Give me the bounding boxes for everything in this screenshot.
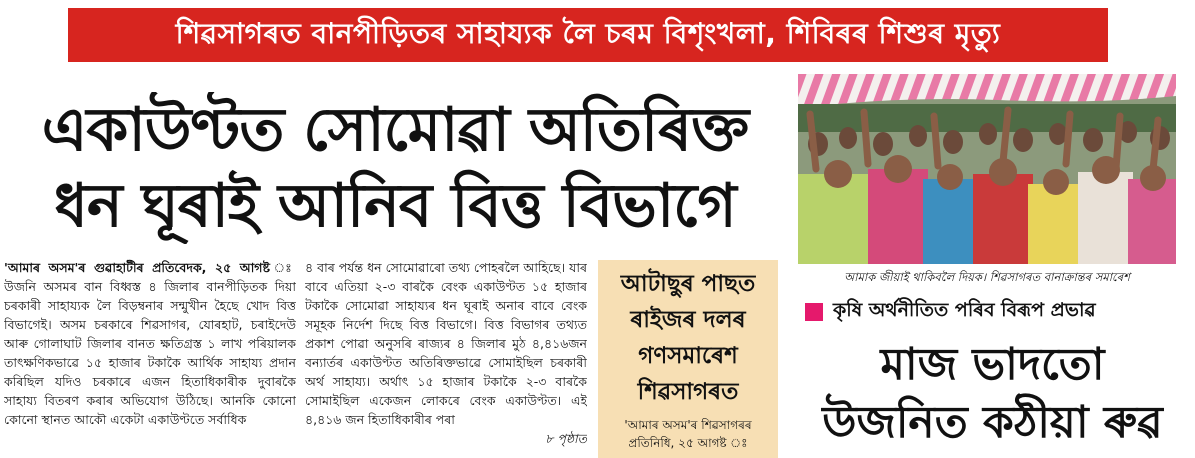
article-byline: 'আমাৰ অসম'ৰ গুৱাহাটীৰ প্ৰতিবেদক, ২৫ আগষ্ট	[4, 260, 270, 275]
second-story-headline	[790, 336, 1195, 458]
kicker-text: কৃষি অৰ্থনীতিত পৰিব বিৰূপ প্ৰভাৱ	[833, 299, 1096, 321]
second-headline-line-2: উজনিত কঠীয়া ৰুৱ	[822, 397, 1163, 448]
article-column-2-text: ৪ বাৰ পৰ্যন্ত ধন সোমোৱাৰো তথ্য পোহৰলৈ আহিছে। যাৰ বাবে এতিয়া ২-৩ বাৰকৈ বেংক একাউণ্টত ১৫ হাজাৰ টকাকৈ সোমোৱা সাহায্যৰ ধন ঘূৰাই অনাৰ বাবে বেংক সমূহক নিৰ্দেশ দিছে বিত্ত বিভাগে। বিত্ত বিভাগৰ তথ্যত প্ৰকাশ পোৱা অনুসৰি ৰাজ্যৰ ৪ জিলাৰ মুঠ ৪,৪১৬জন বন্যাৰ্তৰ একাউণ্টত অতিৰিক্তভাৱে সোমাইছিল চৰকাৰী অৰ্থ সাহায্য। অৰ্থাৎ ১৫ হাজাৰ টকাকৈ ২-৩ বাৰকৈ সোমাইছিল একেজন লোকৰে বেংক একাউণ্টত। এই ৪,৪১৬ জন হিতাধিকাৰীৰ পৰা	[305, 260, 587, 427]
side-story-title-line-1: আটাছুৰ পাছত	[620, 271, 756, 297]
rally-photo-illustration	[798, 74, 1176, 264]
top-banner	[68, 8, 1108, 62]
side-story-box	[598, 260, 778, 458]
rally-photo	[798, 74, 1176, 264]
main-headline-line-2: ধন ঘূৰাই আনিব বিত্ত বিভাগে	[54, 171, 736, 241]
second-story-kicker	[805, 298, 1185, 326]
article-column-1-text: উজনি অসমৰ বান বিধ্বস্ত ৪ জিলাৰ বানপীড়িতক দিয়া চৰকাৰী সাহায্যক লৈ বিড়ম্বনাৰ সন্মুখীন হৈছে খোদ বিত্ত বিভাগেই। অসম চৰকাৰে শিৱসাগৰ, যোৰহাট, চৰাইদেউ আৰু গোলাঘাট জিলাৰ বানত ক্ষতিগ্ৰস্ত ১ লাখ পৰিয়ালক তাৎক্ষণিকভাৱে ১৫ হাজাৰ টকাকৈ আৰ্থিক সাহায্য প্ৰদান কৰিছিল যদিও চৰকাৰে এজন হিতাধিকাৰীক দুবাৰকৈ সাহায্য বিতৰণ কৰাৰ অভিযোগ উঠিছে। আনকি কোনো কোনো স্থানত আকৌ একেটা একাউণ্টতে সৰ্বাধিক	[4, 279, 296, 427]
article-column-2	[305, 258, 587, 458]
main-headline	[0, 92, 790, 244]
side-story-byline: 'আমাৰ অসম'ৰ শিৱসাগৰৰ প্ৰতিনিধি, ২৫ আগষ্ট ঃ	[624, 418, 752, 450]
continued-on-page: ৮ পৃষ্ঠাত	[545, 431, 587, 446]
article-column-1	[4, 258, 296, 458]
side-story-title-line-4: শিৱসাগৰত	[637, 379, 739, 405]
side-story-title-line-2: ৰাইজৰ দলৰ	[630, 307, 746, 333]
kicker-square-bullet	[805, 303, 823, 321]
photo-caption: আমাক জীয়াই থাকিবলৈ দিয়ক। শিৱসাগৰত বানাক্ৰান্তৰ সমাৰেশ	[844, 270, 1130, 284]
second-headline-line-1: মাজ ভাদতো	[880, 339, 1105, 390]
banner-headline: শিৱসাগৰত বানপীড়িতৰ সাহায্যক লৈ চৰম বিশৃংখলা, শিবিৰৰ শিশুৰ মৃত্যু	[175, 16, 1001, 50]
side-story-title-line-3: গণসমাৰেশ	[638, 343, 738, 369]
main-headline-line-1: একাউণ্টত সোমোৱা অতিৰিক্ত	[41, 95, 749, 165]
